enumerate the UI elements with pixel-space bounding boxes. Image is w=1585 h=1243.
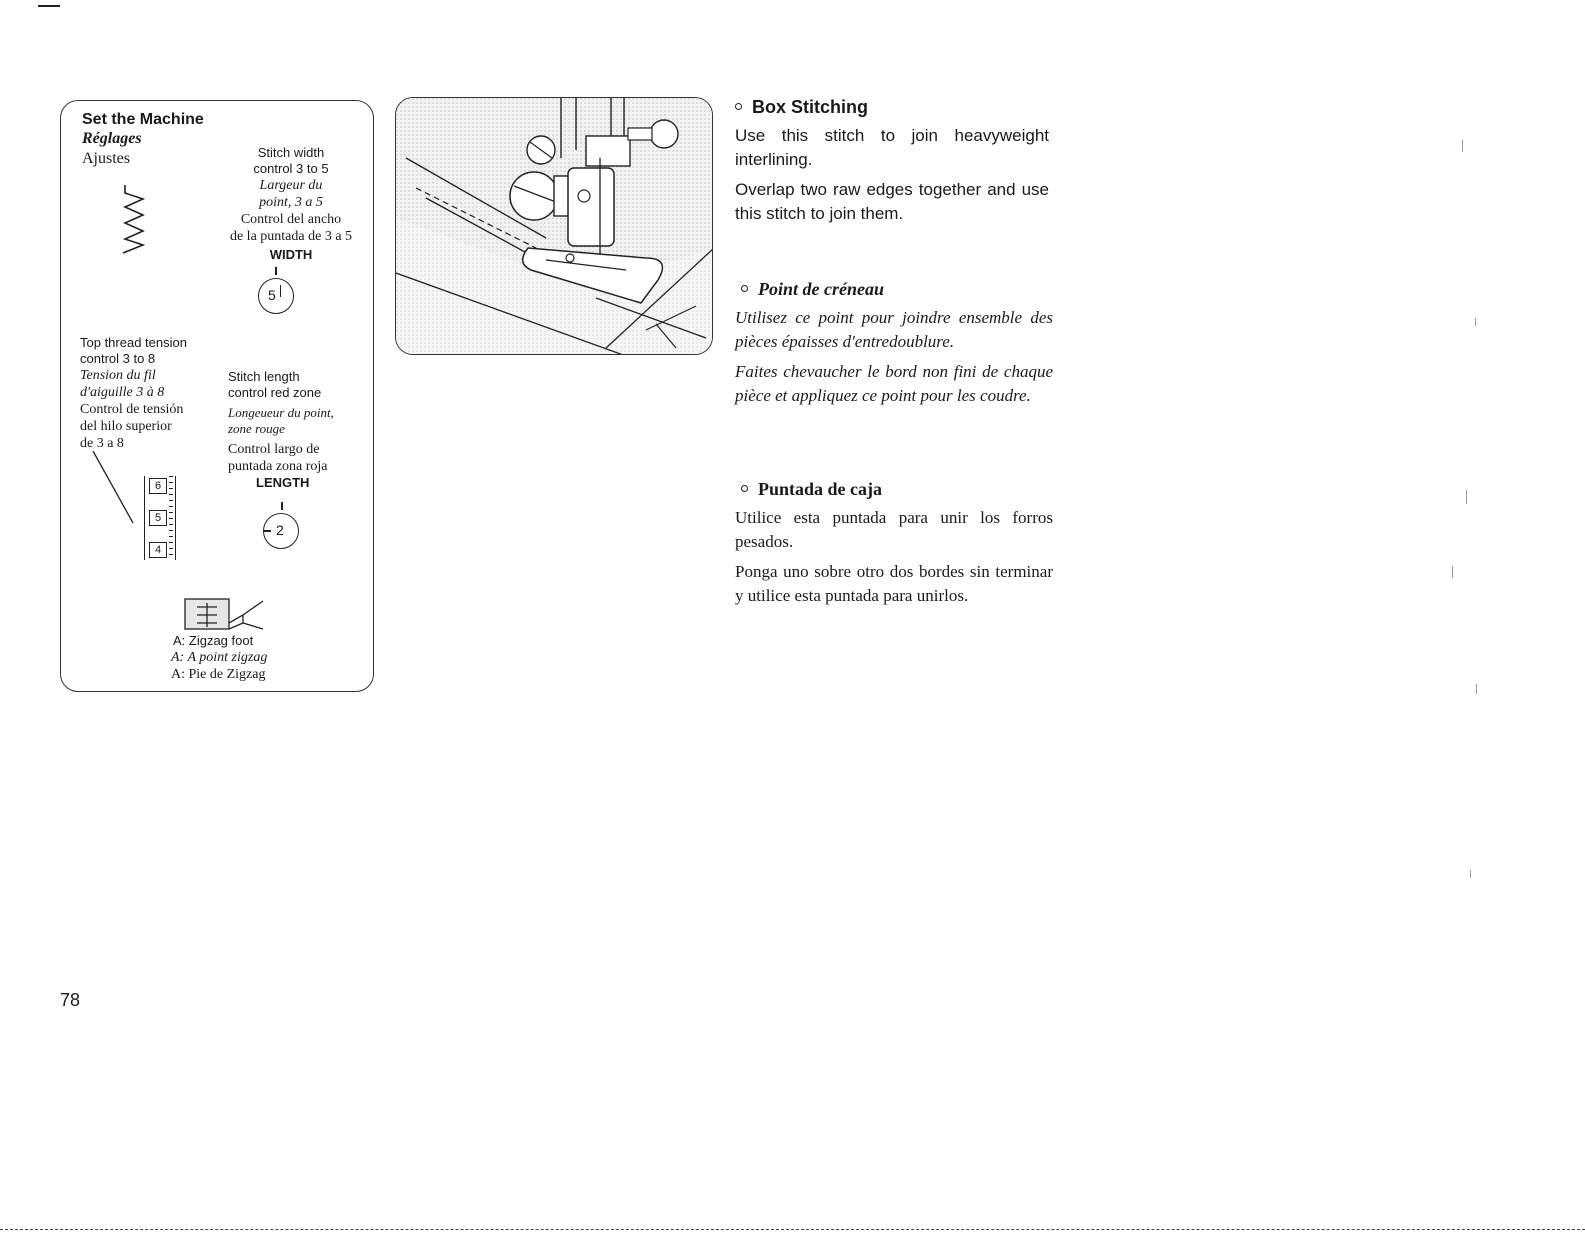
page-number: 78 [60,990,81,1010]
english-heading [735,96,1049,118]
bullet-icon [735,103,742,110]
bottom-rule [0,1229,1585,1230]
french-heading-text: Point de créneau [758,279,884,299]
english-heading-text: Box Stitching [752,97,868,117]
tension-text-en-1: Top thread tension [80,335,187,350]
scan-speck [1475,318,1476,326]
tension-value-mid: 5 [149,510,167,526]
width-dial-value: 5 [268,287,276,303]
length-text-en-2: control red zone [228,385,322,400]
zigzag-stitch-icon [117,181,151,259]
length-pointer [281,502,283,510]
spanish-heading [735,478,1053,500]
foot-block [171,633,267,683]
length-dial-tick [264,530,271,532]
foot-text-es: A: Pie de Zigzag [171,667,266,682]
width-text-es-2: de la puntada de 3 a 5 [229,229,353,244]
presser-foot-drawing [396,98,713,355]
tension-text-es-3: de 3 a 8 [80,436,124,451]
width-text-en-1: Stitch width [257,145,325,160]
spanish-paragraph-2: Ponga uno sobre otro dos bordes sin terminar y utilice esta puntada para unirlos. [735,562,1053,605]
width-block [211,145,371,263]
english-paragraph-1: Use this stitch to join heavyweight interlining. [735,126,1049,169]
tension-block [80,335,187,452]
length-label: LENGTH [256,475,310,490]
spanish-section [735,478,1053,608]
width-text-fr-2: point, 3 a 5 [259,195,323,210]
scan-speck [1462,140,1463,152]
panel-title-es: Ajustes [82,150,130,167]
tension-text-en-2: control 3 to 8 [80,351,156,366]
bullet-icon [741,285,748,292]
scan-speck [1476,684,1477,694]
tension-text-es-1: Control de tensión [80,402,184,417]
length-text-es-1: Control largo de [228,442,320,457]
bullet-icon [741,485,748,492]
spanish-heading-text: Puntada de caja [758,479,883,499]
tension-pointer-line [83,451,143,531]
french-heading [735,278,1053,300]
width-text-en-2: control 3 to 5 [253,161,329,176]
scan-speck [1452,566,1453,578]
english-section [735,96,1049,226]
tension-dial-ribs [169,476,173,560]
foot-text-fr: A: A point zigzag [171,650,268,665]
scan-speck [1466,490,1467,504]
tension-value-top: 6 [149,478,167,494]
zigzag-foot-icon [183,595,267,635]
width-text-es-1: Control del ancho [240,212,342,227]
tension-text-es-2: del hilo superior [80,419,172,434]
presser-foot-illustration [395,97,713,355]
length-text-fr-2: zone rouge [228,421,285,436]
tension-value-bottom: 4 [149,542,167,558]
french-paragraph-1: Utilisez ce point pour joindre ensemble des pièces épaisses d'entredoublure. [735,308,1053,351]
panel-title-fr: Réglages [82,130,142,147]
width-pointer [275,267,277,275]
foot-text-en: A: Zigzag foot [173,633,254,648]
tension-text-fr-2: d'aiguille 3 à 8 [80,385,165,400]
french-section [735,278,1053,408]
width-dial-tick [280,285,287,297]
length-text-fr-1: Longeueur du point, [228,405,334,420]
settings-panel [60,100,374,692]
width-dial-icon [258,278,294,314]
top-dash [38,5,60,7]
scan-speck [1470,870,1471,878]
tension-dial-icon [144,476,176,560]
panel-title: Set the Machine [82,111,204,128]
length-text-es-2: puntada zona roja [228,459,328,474]
length-text-en-1: Stitch length [228,369,300,384]
length-block [228,369,334,491]
width-label: WIDTH [269,247,313,262]
english-paragraph-2: Overlap two raw edges together and use this stitch to join them. [735,180,1049,223]
tension-text-fr-1: Tension du fil [80,368,156,383]
french-paragraph-2: Faites chevaucher le bord non fini de chaque pièce et appliquez ce point pour les coudre. [735,362,1053,405]
spanish-paragraph-1: Utilice esta puntada para unir los forros pesados. [735,508,1053,551]
length-dial-icon [263,513,299,549]
length-dial-value: 2 [276,522,284,538]
width-text-fr-1: Largeur du [259,178,323,193]
